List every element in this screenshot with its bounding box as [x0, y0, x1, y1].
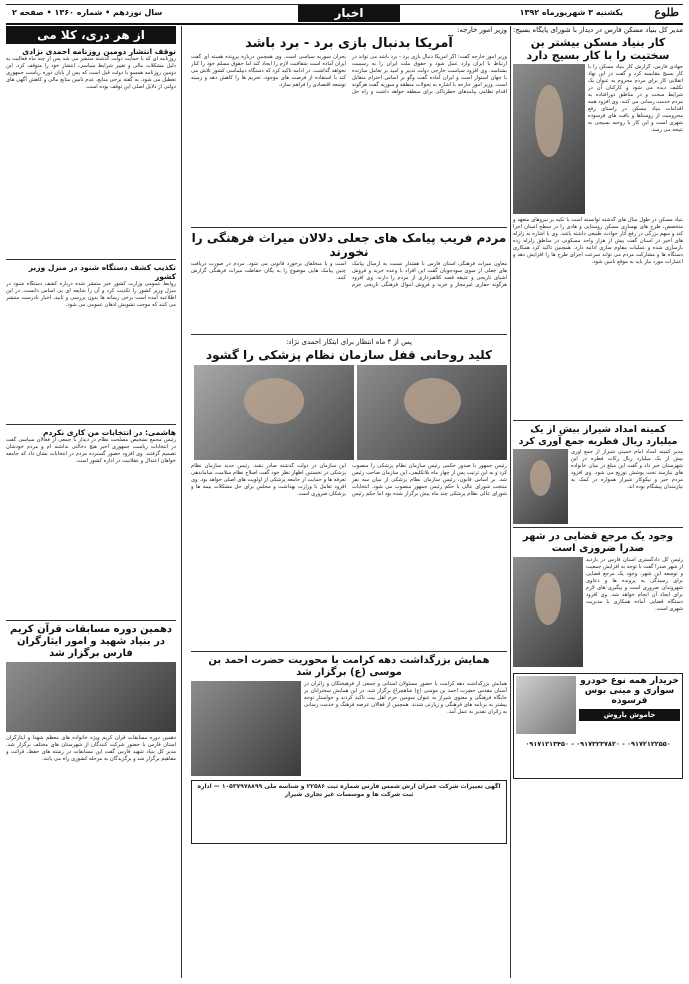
article-headline: همایش بزرگداشت دهه کرامت با محوریت حضرت احمد بن موسی (ع) برگزار شد [208, 654, 490, 678]
article-headline: دهمین دوره مسابقات قرآن کریم در بنیاد شهید و امور ایثارگران فارس برگزار شد [9, 624, 173, 659]
article-headline: مردم فریب پیامک های جعلی دلالان میراث فرهنگی را نخورند [191, 230, 507, 259]
left-column [6, 26, 176, 978]
article-headline: کلید روحانی قفل سازمان نظام پزشکی را گشود [206, 348, 492, 363]
ad-subtitle: خاموش باروش [579, 709, 680, 721]
event-photo [191, 681, 301, 776]
article-kicker: توقف انتشار دومین روزنامه احمدی نژادی [22, 47, 176, 56]
article-body: روابط عمومی وزارت کشور خبر منتشر شده درباره کشف دستگاه شنود در منزل وزیر کشور را تکذیب کرد و آن را شایعه ای بی اساس دانست. در این اطلاعیه آمده است برخی رسانه ها بدون بررسی و تایید، اخبار نادرست منتشر می کنند که موجب تشویش اذهان عمومی می شود. [6, 281, 176, 308]
article-headline: وجود یک مرجع قضایی در شهر صدرا ضروری است [522, 531, 674, 555]
article-kicker: تکذیب کشف دستگاه شنود در منزل وزیر کشور [28, 263, 176, 281]
classified-ad [513, 673, 683, 779]
right-column [513, 26, 683, 978]
legal-notice [191, 780, 507, 844]
ad-title: خریدار همه نوع خودرو سواری و مینی بوس فرسوده [580, 676, 679, 707]
issue-date: یکشنبه ۳ شهریورماه ۱۳۹۲ [519, 8, 623, 17]
article-kicker: پس از ۴ ماه انتظار برای ابتکار احمدی نژاد: [286, 338, 412, 347]
issue-number: سال نوزدهم • شماره ۱۳۶۰ • صفحه ۲ [12, 8, 163, 17]
article-body: جهادی فارس، گزارش کار بنیاد مسکن را با کار بسیج مقایسه کرد و گفت در این نهاد انقلابی کار برای مردم محروم به عنوان یک تکلیف دیده می شود و کارکنان آن در شرایط سخت و در مناطق دورافتاده به مردم خدمت رسانی می کنند. وی افزود همه اقدامات بنیاد مسکن در راستای رفع محرومیت از روستاها و بافت های فرسوده شهری است و این کار با روحیه بسیجی به نتیجه می رسد. [588, 64, 683, 134]
notice-text: آگهی تغییرات شرکت عمران آرش شمس فارس شماره ثبت ۲۲۵۸۶ و شناسه ملی ۱۰۵۳۷۹۷۸۸۹۹ — اداره ثبت شرکت ها و موسسات غیر تجاری شیراز [197, 782, 501, 798]
article-body: روزنامه ای که با حمایت دولت گذشته منتشر می شد پس از چند ماه فعالیت به دلیل مشکلات مالی و تغییر شرایط سیاسی، انتشار خود را متوقف کرد. این دومین روزنامه همسو با دولت قبل است که پس از پایان دوره ریاست جمهوری تعطیل می شود. به گفته برخی منابع، عدم تامین منابع مالی و کاهش آگهی های دولتی از دلایل اصلی این توقف بوده است. [6, 56, 176, 90]
article-kicker: وزیر امور خارجه: [457, 26, 507, 34]
column-divider [181, 26, 182, 978]
article-body: رئیس مجمع تشخیص مصلحت نظام در دیدار با جمعی از فعالان سیاسی گفت در انتخابات ریاست جمهوری اخیر هیچ دخالتی نداشته ام و مردم خودشان تصمیم گرفتند. وی افزود حضور گسترده مردم در انتخابات نشان داد که جامعه خواهان اعتدال و عقلانیت در اداره کشور است. [6, 437, 176, 464]
section-banner: از هر دری، کلا می [6, 26, 176, 44]
article-body: بنیاد مسکن در طول سال های گذشته توانسته است با تکیه بر نیروهای متعهد و متخصص، طرح های بهسازی مسکن روستایی و هادی را در سطح استان اجرا کند و سهم بزرگی در رفع آثار حوادث طبیعی داشته باشد. وی با اشاره به زلزله های اخیر در استان گفت بیش از هزار واحد مسکونی در مناطق زلزله زده بازسازی شده و عملیات مقاوم سازی ادامه دارد. همچنین تاکید کرد همکاری دستگاه ها و مشارکت مردم می تواند سرعت اجرای طرح ها را افزایش دهد و اعتبارات مورد نیاز باید به موقع تامین شود. [513, 217, 683, 266]
article-kicker: هاشمی: در انتخابات من کاری نکردم [42, 428, 176, 437]
news-photo [357, 365, 507, 460]
article-body: دهمین دوره مسابقات قرآن کریم ویژه خانواده های معظم شهدا و ایثارگران استان فارس با حضور شرکت کنندگان از شهرستان های مختلف برگزار شد. مدیر کل بنیاد شهید فارس گفت این مسابقات در رشته های حفظ، قرائت و مفاهیم برگزار شد و برگزیدگان به مرحله کشوری راه می یابند. [6, 735, 176, 762]
article-body: وزیر امور خارجه گفت: اگر آمریکا دنبال بازی برد - برد باشد می تواند در ارتباط با ایران وارد عمل شود و حقوق ملت ایران را به رسمیت بشناسد. وی افزود سیاست خارجی دولت تدبیر و امید بر تعامل سازنده با جهان استوار است و ایران آماده گفت وگو بر اساس احترام متقابل است. وزیر امور خارجه با اشاره به تحولات منطقه و سوریه گفت هرگونه اقدام نظامی پیامدهای خطرناکی برای منطقه خواهد داشت و راه حل بحران سوریه سیاسی است. وی همچنین درباره پرونده هسته ای گفت ایران آماده است شفافیت لازم را ایجاد کند اما حقوق مسلم خود را کنار نخواهد گذاشت. در ادامه تاکید کرد که دستگاه دیپلماسی کشور تلاش می کند با استفاده از فرصت های موجود، تحریم ها را کاهش دهد و زمینه توسعه اقتصادی را فراهم سازد. [191, 53, 507, 95]
article-headline: آمریکا بدنبال بازی برد - برد باشد [245, 36, 453, 51]
news-photo [513, 449, 568, 524]
middle-column [191, 26, 507, 978]
official-portrait [513, 64, 585, 214]
news-photo [194, 365, 354, 460]
article-headline: کمیته امداد شیراز بیش از یک میلیارد ریال فطریه جمع آوری کرد [518, 424, 678, 447]
official-portrait [513, 557, 583, 667]
event-photo [6, 662, 176, 732]
masthead [6, 4, 683, 25]
column-divider [510, 26, 511, 978]
car-image [516, 676, 576, 734]
article-body: همایش بزرگداشت دهه کرامت با حضور مسئولان استانی و جمعی از فرهیختگان و زائران در آستان مقدس حضرت احمد بن موسی (ع) شاهچراغ برگزار شد. در این همایش سخنرانان بر جایگاه فرهنگی و معنوی شیراز به عنوان سومین حرم اهل بیت تاکید کردند و خواستار توجه بیشتر به برنامه های فرهنگی و زیارتی شدند. همچنین از فعالان عرصه فرهنگ و خدمت رسانی به زائران تقدیر به عمل آمد. [304, 680, 507, 715]
article-body: مدیر کمیته امداد امام خمینی شیراز از جمع آوری بیش از یک میلیارد ریال زکات فطره در این شهرستان خبر داد و گفت این مبلغ در میان خانواده های نیازمند تحت پوشش توزیع می شود. وی افزود مردم خیر و نیکوکار شیراز همواره در کمک به نیازمندان پیشگام بوده اند. [571, 449, 683, 491]
article-kicker: مدیر کل بنیاد مسکن فارس در دیدار با شورای پایگاه بسیج: [513, 26, 683, 34]
article-body: معاون میراث فرهنگی استان فارس با هشدار نسبت به ارسال پیامک های جعلی از سوی سودجویان گفت این افراد با وعده خرید و فروش اشیای تاریخی و عتیقه قصد کلاهبرداری از مردم را دارند. وی افزود هرگونه حفاری غیرمجاز و خرید و فروش اموال فرهنگی تاریخی جرم است و با متخلفان برخورد قانونی می شود. مردم در صورت دریافت چنین پیامک هایی موضوع را به یگان حفاظت میراث فرهنگی گزارش کنند. [191, 261, 507, 289]
article-body: رئیس کل دادگستری استان فارس در بازدید از شهر صدرا گفت با توجه به افزایش جمعیت و توسعه این شهر، وجود یک مرجع قضایی برای رسیدگی به پرونده ها و دعاوی شهروندان ضروری است و پیگیری های لازم برای ایجاد آن انجام خواهد شد. وی افزود دستگاه قضایی آماده همکاری با مدیریت شهری است. [586, 557, 683, 613]
article-body: رئیس جمهور با صدور حکمی رئیس سازمان نظام پزشکی را منصوب کرد و به این ترتیب پس از چهار ماه بلاتکلیفی، این سازمان صاحب رئیس شد. بر اساس قانون، رئیس سازمان نظام پزشکی از میان سه نفر منتخب شورای عالی با حکم رئیس جمهور منصوب می شود. انتخابات شورای عالی نظام پزشکی چند ماه پیش برگزار شده بود اما حکم رئیس این سازمان در دولت گذشته صادر نشد. رئیس جدید سازمان نظام پزشکی در نخستین اظهار نظر خود گفت اصلاح نظام سلامت، ساماندهی تعرفه ها و حمایت از جامعه پزشکی از اولویت های اصلی خواهد بود. وی افزود تعامل با وزارت بهداشت و مجلس برای حل مشکلات بیمه ها و پزشکان ضروری است. [191, 462, 507, 497]
section-title: اخبار [298, 5, 400, 22]
ad-phone: ۰۹۱۷۱۲۱۳۴۵۰ - ۰۹۱۷۳۲۳۷۸۲۰ - ۰۹۱۷۲۱۲۲۵۵۰ [525, 740, 671, 749]
article-headline: کار بنیاد مسکن بیشتر بن سختیت را با کار بسیج دارد [526, 36, 670, 63]
paper-logo: طلوع [654, 6, 679, 19]
